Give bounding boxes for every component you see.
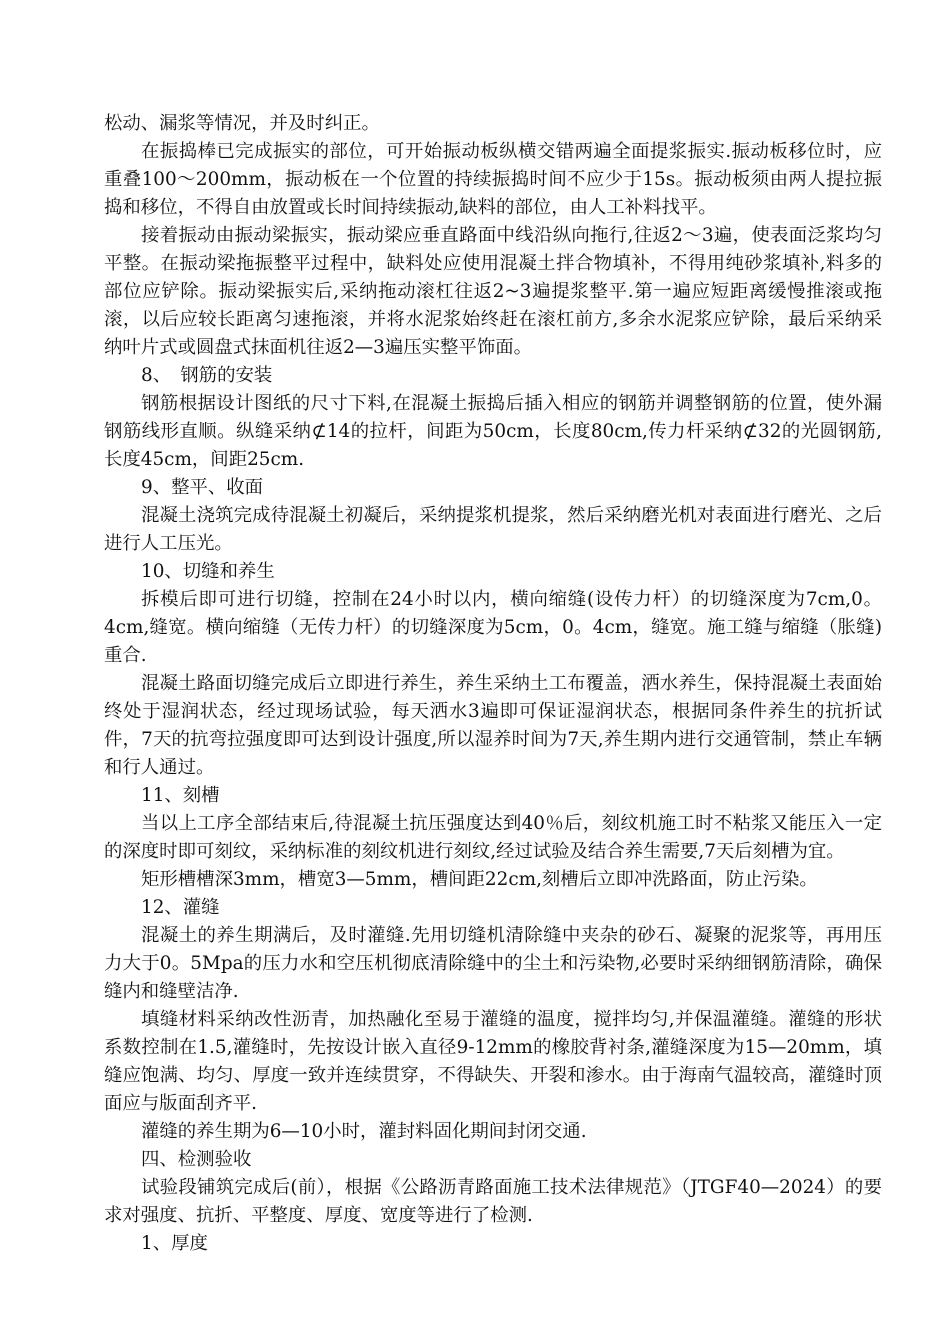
paragraph: 拆模后即可进行切缝，控制在24小时以内，横向缩缝(设传力杆）的切缝深度为7cm,0。4cm,缝宽。横向缩缝（无传力杆）的切缝深度为5cm，0。4cm，缝宽。施工缝与缩缝（胀缝)重合.	[104, 589, 882, 666]
paragraph: 接着振动由振动梁振实，振动梁应垂直路面中线沿纵向拖行,往返2～3遍，使表面泛浆均匀平整。在振动梁拖振整平过程中，缺料处应使用混凝土拌合物填补，不得用纯砂浆填补,料多的部位应铲除。振动梁振实后,采纳拖动滚杠往返2~3遍提浆整平.第一遍应短距离缓慢推滚或拖滚，以后应较长距离匀速拖滚，并将水泥浆始终赶在滚杠前方,多余水泥浆应铲除，最后采纳采纳叶片式或圆盘式抹面机往返2—3遍压实整平饰面。	[104, 225, 882, 358]
section-heading: 8、 钢筋的安装	[141, 365, 273, 386]
paragraph: 钢筋根据设计图纸的尺寸下料,在混凝土振捣后插入相应的钢筋并调整钢筋的位置，使外漏钢筋线形直顺。纵缝采纳⊄14的拉杆，间距为50cm，长度80cm,传力杆采纳⊄32的光圆钢筋,长度45cm，间距25cm.	[104, 393, 882, 470]
section-heading: 11、刻槽	[141, 785, 220, 806]
paragraph: 松动、漏浆等情况，并及时纠正。	[104, 113, 380, 134]
paragraph: 在振捣棒已完成振实的部位，可开始振动板纵横交错两遍全面提浆振实.振动板移位时，应重叠100～200mm，振动板在一个位置的持续振捣时间不应少于15s。振动板须由两人提拉振捣和移位，不得自由放置或长时间持续振动,缺料的部位，由人工补料找平。	[104, 141, 882, 218]
paragraph: 混凝土的养生期满后，及时灌缝.先用切缝机清除缝中夹杂的砂石、凝聚的泥浆等，再用压力大于0。5Mpa的压力水和空压机彻底清除缝中的尘土和污染物,必要时采纳细钢筋清除，确保缝内和缝壁洁净.	[104, 925, 882, 1002]
paragraph: 混凝土路面切缝完成后立即进行养生，养生采纳土工布覆盖，洒水养生，保持混凝土表面始终处于湿润状态，经过现场试验，每天洒水3遍即可保证湿润状态，根据同条件养生的抗折试件，7天的抗弯拉强度即可达到设计强度,所以湿养时间为7天,养生期内进行交通管制，禁止车辆和行人通过。	[104, 673, 882, 778]
document-body	[104, 110, 882, 1258]
section-heading: 1、厚度	[141, 1233, 208, 1254]
paragraph: 当以上工序全部结束后,待混凝土抗压强度达到40％后，刻纹机施工时不粘浆又能压入一定的深度时即可刻纹，采纳标准的刻纹机进行刻纹,经过试验及结合养生需要,7天后刻槽为宜。	[104, 813, 882, 862]
paragraph: 填缝材料采纳改性沥青，加热融化至易于灌缝的温度，搅拌均匀,并保温灌缝。灌缝的形状系数控制在1.5,灌缝时，先按设计嵌入直径9-12mm的橡胶背衬条,灌缝深度为15—20mm，填缝应饱满、均匀、厚度一致并连续贯穿，不得缺失、开裂和渗水。由于海南气温较高，灌缝时顶面应与版面刮齐平.	[104, 1009, 882, 1114]
paragraph: 试验段铺筑完成后(前），根据《公路沥青路面施工技术法律规范》（JTGF40—2024）的要求对强度、抗折、平整度、厚度、宽度等进行了检测.	[104, 1177, 882, 1226]
section-heading: 10、切缝和养生	[141, 561, 275, 582]
paragraph: 矩形槽槽深3mm，槽宽3—5mm，槽间距22cm,刻槽后立即冲洗路面，防止污染。	[141, 869, 818, 890]
section-heading: 四、检测验收	[141, 1149, 252, 1170]
section-heading: 9、整平、收面	[141, 477, 264, 498]
paragraph: 混凝土浇筑完成待混凝土初凝后，采纳提浆机提浆，然后采纳磨光机对表面进行磨光、之后进行人工压光。	[104, 505, 882, 554]
section-heading: 12、灌缝	[141, 897, 220, 918]
paragraph: 灌缝的养生期为6—10小时，灌封料固化期间封闭交通.	[141, 1121, 587, 1142]
